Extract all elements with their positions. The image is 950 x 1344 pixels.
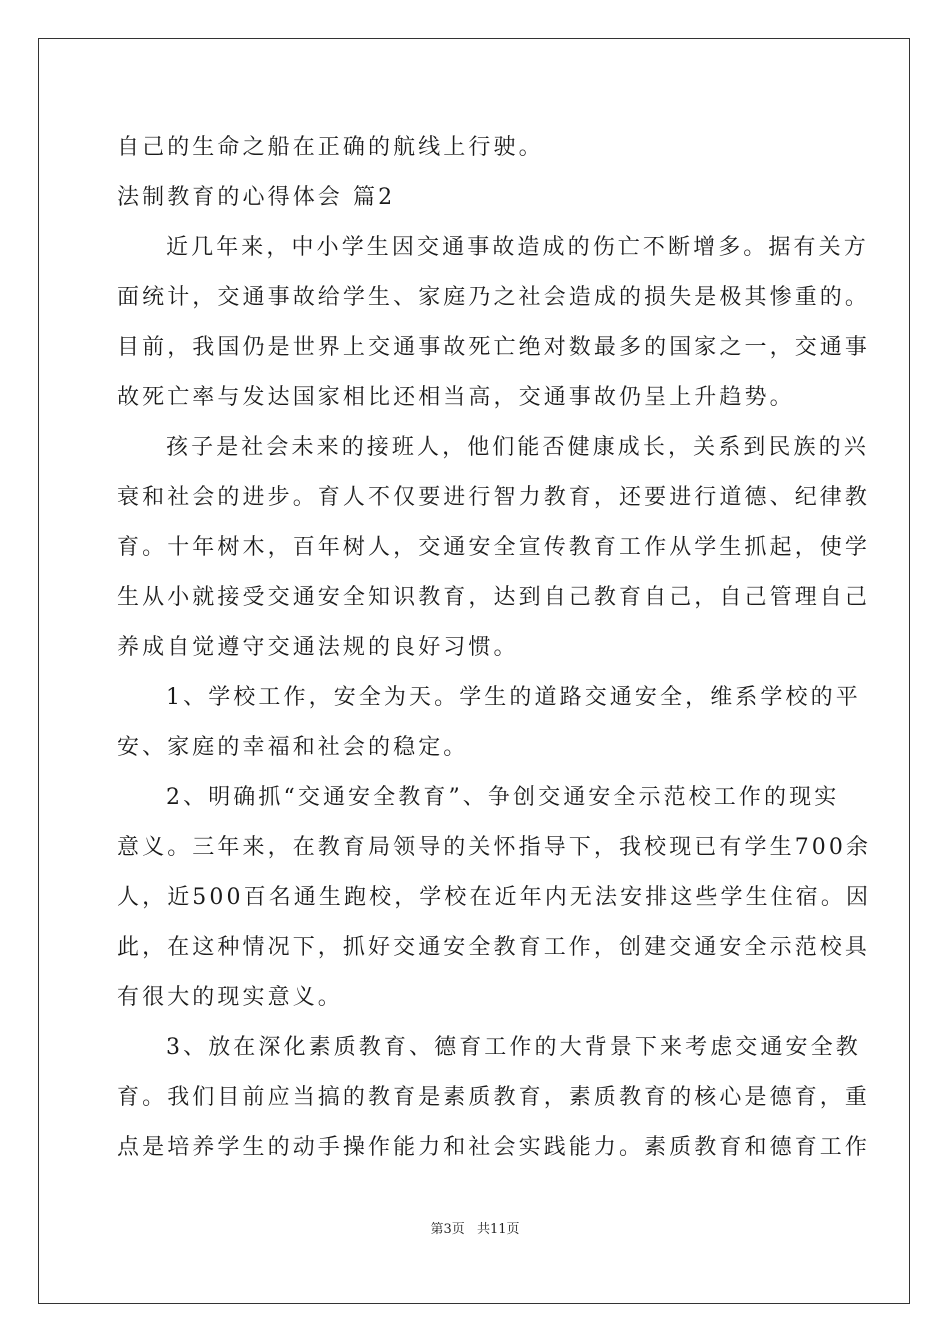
page-total: 共11页 [476, 1222, 520, 1237]
paragraph-line: 故死亡率与发达国家相比还相当高，交通事故仍呈上升趋势。 [117, 385, 795, 410]
paragraph-line: 自己的生命之船在正确的航线上行驶。 [117, 135, 544, 160]
paragraph-line: 意义。三年来，在教育局领导的关怀指导下，我校现已有学生700余 [117, 835, 872, 860]
paragraph-line: 近几年来，中小学生因交通事故造成的伤亡不断增多。据有关方 [166, 235, 869, 260]
paragraph-line: 1、学校工作，安全为天。学生的道路交通安全，维系学校的平 [166, 685, 861, 710]
paragraph-line: 育。十年树木，百年树人，交通安全宣传教育工作从学生抓起，使学 [117, 535, 871, 560]
paragraph-line: 养成自觉遵守交通法规的良好习惯。 [117, 635, 519, 660]
paragraph-line: 此，在这种情况下，抓好交通安全教育工作，创建交通安全示范校具 [117, 935, 871, 960]
paragraph-line: 3、放在深化素质教育、德育工作的大背景下来考虑交通安全教 [166, 1035, 861, 1060]
document-body [117, 123, 872, 1173]
paragraph-line: 衰和社会的进步。育人不仅要进行智力教育，还要进行道德、纪律教 [117, 485, 871, 510]
paragraph-line: 目前，我国仍是世界上交通事故死亡绝对数最多的国家之一，交通事 [117, 335, 871, 360]
paragraph-line: 育。我们目前应当搞的教育是素质教育，素质教育的核心是德育，重 [117, 1085, 871, 1110]
paragraph-line: 有很大的现实意义。 [117, 985, 343, 1010]
paragraph-line: 人，近500百名通生跑校，学校在近年内无法安排这些学生住宿。因 [117, 885, 872, 910]
paragraph-line: 点是培养学生的动手操作能力和社会实践能力。素质教育和德育工作 [117, 1135, 871, 1160]
page-footer [0, 1218, 950, 1237]
paragraph-line: 面统计，交通事故给学生、家庭乃之社会造成的损失是极其惨重的。 [117, 285, 871, 310]
paragraph-line: 2、明确抓“交通安全教育”、争创交通安全示范校工作的现实 [166, 785, 840, 810]
paragraph-line: 安、家庭的幸福和社会的稳定。 [117, 735, 469, 760]
section-heading: 法制教育的心得体会 篇2 [117, 185, 396, 210]
page-number: 第3页 [430, 1222, 465, 1237]
paragraph-line: 生从小就接受交通安全知识教育，达到自己教育自己，自己管理自己 [117, 585, 871, 610]
paragraph-line: 孩子是社会未来的接班人，他们能否健康成长，关系到民族的兴 [166, 435, 869, 460]
